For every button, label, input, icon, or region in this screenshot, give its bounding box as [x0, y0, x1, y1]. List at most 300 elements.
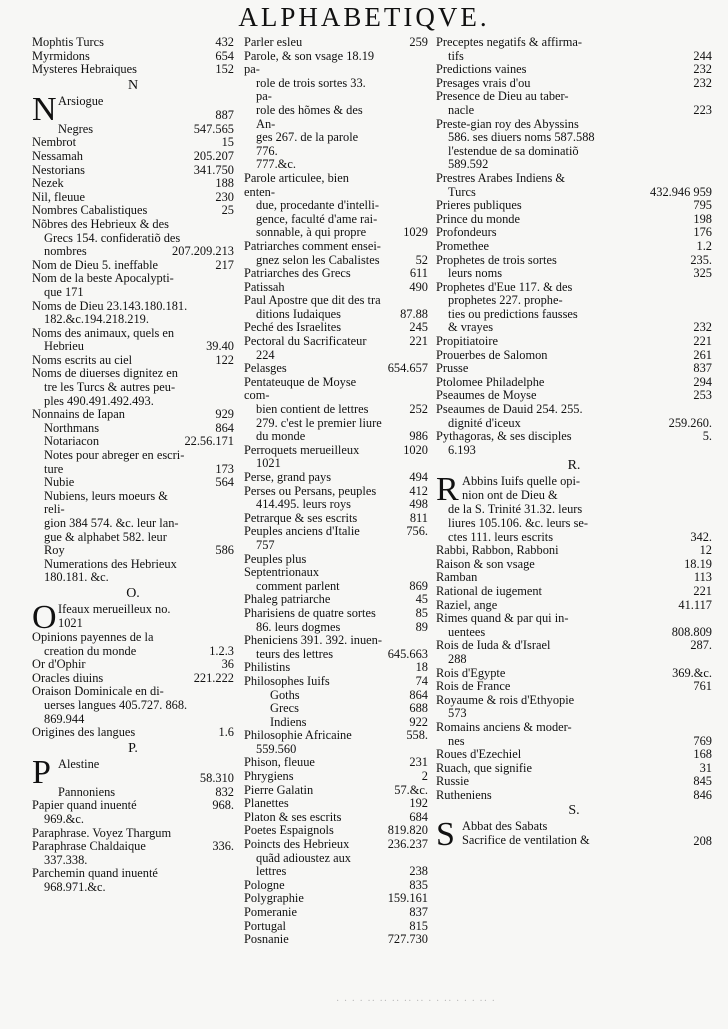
- entry-text: Pierre Galatin: [244, 782, 314, 797]
- index-entry: [32, 544, 234, 558]
- index-entry: [32, 827, 234, 841]
- index-entry: [436, 186, 712, 200]
- index-entry: [32, 164, 234, 178]
- entry-text: Northmans: [44, 420, 100, 435]
- page-ref: 922: [409, 714, 428, 729]
- entry-text: creation du monde: [44, 643, 137, 658]
- index-entry: [244, 36, 428, 50]
- index-entry: [244, 593, 428, 607]
- index-entry: [244, 403, 428, 417]
- index-entry: [32, 881, 234, 895]
- entry-text: Phaleg patriarche: [244, 592, 331, 607]
- index-entry: [244, 104, 428, 131]
- entry-text: Paul Apostre que dit des tra: [244, 293, 381, 308]
- index-entry: [32, 786, 234, 800]
- index-entry: [244, 267, 428, 281]
- page-ref: 929: [215, 407, 234, 422]
- entry-text: du monde: [256, 429, 306, 444]
- index-entry: [244, 852, 428, 879]
- index-entry: [436, 571, 712, 585]
- entry-text: Oraison Dominicale en di-: [32, 684, 164, 699]
- index-entry: [436, 775, 712, 789]
- entry-text: 1021: [256, 456, 281, 471]
- index-entry: [244, 294, 428, 308]
- section-letter: O.: [126, 585, 140, 601]
- entry-text: Or d'Ophir: [32, 657, 86, 672]
- page-ref: 761: [693, 679, 712, 694]
- index-entry: [244, 335, 428, 349]
- entry-text: sonnable, à qui propre: [256, 225, 367, 240]
- entry-text: Ptolomee Philadelphe: [436, 374, 545, 389]
- index-entry: [32, 136, 234, 150]
- index-entry: [244, 553, 428, 580]
- index-entry: [436, 294, 712, 308]
- entry-text: gue & alphabet 582. leur: [44, 529, 167, 544]
- page-ref: 986: [409, 429, 428, 444]
- entry-text: Pentateuque de Moyse com-: [244, 374, 357, 403]
- page-ref: 1020: [403, 442, 428, 457]
- index-entry: [32, 259, 234, 273]
- entry-text: ditions Iudaiques: [256, 306, 342, 321]
- entry-text: Hebrieu: [44, 339, 84, 354]
- index-entry: [244, 281, 428, 295]
- entry-text: Prophetes d'Eue 117. & des: [436, 279, 573, 294]
- page-ref: 207.209.213: [172, 244, 234, 259]
- page-ref: 25: [221, 203, 234, 218]
- entry-text: Origines des langues: [32, 725, 136, 740]
- index-entry: [244, 512, 428, 526]
- index-entry: [32, 490, 234, 517]
- index-entry: [436, 626, 712, 640]
- index-entry: [32, 395, 234, 409]
- entry-text: 279. c'est le premier liure: [256, 415, 382, 430]
- page-ref: 236.237: [387, 837, 428, 852]
- entry-text: Papier quand inuenté: [32, 798, 137, 813]
- index-entry: [32, 813, 234, 827]
- page-ref: 808.809: [671, 624, 712, 639]
- entry-text: Pseaumes de Moyse: [436, 388, 537, 403]
- entry-text: Profondeurs: [436, 225, 497, 240]
- entry-text: Paraphrase. Voyez Thargum: [32, 825, 172, 840]
- index-entry: [244, 362, 428, 376]
- index-entry: [32, 123, 234, 137]
- page-ref: 221.222: [193, 670, 234, 685]
- index-entry: [32, 840, 234, 854]
- index-entry: [244, 308, 428, 322]
- entry-text: ties ou predictions fausses: [448, 306, 578, 321]
- entry-text: 182.&c.194.218.219.: [44, 312, 149, 327]
- index-entry: [436, 417, 712, 431]
- entry-text: 414.495. leurs roys: [256, 497, 351, 512]
- entry-text: Parole, & son vsage 18.19 pa-: [244, 48, 375, 77]
- entry-text: Predictions vaines: [436, 62, 527, 77]
- entry-text: 337.338.: [44, 852, 88, 867]
- entry-text: Prophetes de trois sortes: [436, 252, 557, 267]
- page-ref: 198: [693, 211, 712, 226]
- index-entry: [244, 444, 428, 458]
- index-entry: [436, 158, 712, 172]
- index-entry: [436, 362, 712, 376]
- drop-capital: O: [32, 598, 57, 636]
- entry-text: Nubie: [44, 475, 75, 490]
- entry-text: 573: [448, 706, 467, 721]
- page-ref: 846: [693, 787, 712, 802]
- index-entry: [436, 721, 712, 735]
- entry-text: Grecs: [270, 701, 299, 716]
- index-entry: [436, 63, 712, 77]
- entry-text: Nezek: [32, 176, 64, 191]
- page-ref: 89: [415, 619, 428, 634]
- drop-capital: P: [32, 753, 51, 791]
- entry-text: Pomeranie: [244, 905, 297, 919]
- entry-text: 6.193: [448, 442, 476, 457]
- page-ref: 15: [221, 135, 234, 150]
- entry-text: role de trois sortes 33. pa-: [256, 75, 366, 104]
- entry-text: liures 105.106. &c. leurs se-: [448, 516, 589, 530]
- page-ref: 122: [215, 352, 234, 367]
- entry-text: Nõbres des Hebrieux & des: [32, 216, 169, 231]
- index-entry: [32, 381, 234, 395]
- page-ref: 412: [409, 483, 428, 498]
- index-entry: [436, 226, 712, 240]
- index-entry: [244, 376, 428, 403]
- index-entry: [436, 213, 712, 227]
- entry-text: Patissah: [244, 279, 285, 294]
- index-entry: [436, 585, 712, 599]
- index-entry: [244, 770, 428, 784]
- page-ref: 208: [693, 833, 712, 848]
- entry-text: Presages vrais d'ou: [436, 75, 531, 90]
- index-entry: [436, 50, 712, 64]
- index-entry: [244, 321, 428, 335]
- index-entry: [244, 580, 428, 594]
- page-ref: 31: [699, 760, 712, 775]
- index-entry: [244, 634, 428, 648]
- index-entry: [32, 658, 234, 672]
- page-ref: 235.: [690, 252, 712, 267]
- entry-text: Abbins Iuifs quelle opi-: [462, 474, 581, 489]
- page-ref: 564: [215, 475, 234, 490]
- page-ref: 558.: [406, 728, 428, 743]
- index-entry: [244, 240, 428, 254]
- index-entry: [32, 313, 234, 327]
- entry-text: Pharisiens de quatre sortes: [244, 605, 376, 620]
- page-ref: 325: [693, 266, 712, 281]
- entry-text: Patriarches des Grecs: [244, 266, 351, 281]
- entry-text: Rois d'Egypte: [436, 665, 506, 680]
- entry-text: & vrayes: [448, 320, 494, 335]
- entry-text: Ifeaux merueilleux no.: [58, 601, 171, 616]
- page-ref: 498: [409, 497, 428, 512]
- index-entry: [436, 667, 712, 681]
- index-entry: [32, 449, 234, 463]
- page-ref: 811: [409, 510, 428, 525]
- page-ref: 654: [215, 48, 234, 63]
- index-entry: [32, 245, 234, 259]
- index-entry: [32, 463, 234, 477]
- entry-text: Oracles diuins: [32, 670, 104, 685]
- index-entry: [244, 172, 428, 199]
- entry-text: Rational de iugement: [436, 583, 542, 598]
- page-ref: 887: [215, 108, 234, 123]
- page-ref: 259.260.: [668, 415, 712, 430]
- index-entry: [244, 838, 428, 852]
- index-entry: [436, 389, 712, 403]
- index-entry: [32, 367, 234, 381]
- entry-text: Roues d'Ezechiel: [436, 747, 522, 762]
- index-entry: [32, 36, 234, 50]
- index-entry: [32, 517, 234, 531]
- index-entry: [244, 661, 428, 675]
- index-column-1: [32, 36, 234, 894]
- index-entry: [244, 254, 428, 268]
- page-ref: 152: [215, 62, 234, 77]
- index-entry: [32, 232, 234, 246]
- index-entry: [244, 430, 428, 444]
- index-entry: [436, 707, 712, 721]
- index-entry: [244, 716, 428, 730]
- index-entry: [32, 645, 234, 659]
- page-title: ALPHABETIQVE.: [238, 2, 490, 32]
- index-entry: [32, 531, 234, 545]
- index-entry: [32, 150, 234, 164]
- section-letter: N: [127, 77, 139, 93]
- index-entry: [436, 639, 712, 653]
- entry-text: 589.592: [448, 157, 489, 172]
- index-entry: [244, 879, 428, 893]
- page-ref: 1.2.3: [209, 643, 234, 658]
- index-entry: [32, 340, 234, 354]
- index-column-3: [436, 35, 712, 854]
- entry-text: Poincts des Hebrieux: [244, 837, 350, 852]
- entry-text: 86. leurs dogmes: [256, 619, 341, 634]
- index-entry: [244, 471, 428, 485]
- entry-text: gnez selon les Cabalistes: [256, 252, 380, 267]
- entry-text: 777.&c.: [256, 157, 296, 172]
- page-ref: 18: [415, 660, 428, 675]
- index-entry: [436, 748, 712, 762]
- page-ref: 113: [693, 570, 712, 585]
- entry-text: Perse, grand pays: [244, 470, 332, 484]
- index-entry: [244, 158, 428, 172]
- page-ref: 432: [215, 35, 234, 49]
- index-entry: [244, 199, 428, 213]
- page-ref: 217: [215, 257, 234, 272]
- index-entry: [436, 762, 712, 776]
- entry-text: Turcs: [448, 184, 476, 199]
- index-column-2: [244, 36, 428, 947]
- entry-text: Rois de Iuda & d'Israel: [436, 638, 551, 653]
- entry-text: Nestorians: [32, 162, 85, 177]
- page-ref: 645.663: [387, 646, 428, 661]
- entry-text: Mophtis Turcs: [32, 35, 104, 49]
- entry-text: prophetes 227. prophe-: [448, 293, 563, 308]
- page-ref: 45: [415, 592, 428, 607]
- index-entry-dropcap: [32, 753, 234, 791]
- entry-text: Notariacon: [44, 434, 100, 449]
- page-ref: 837: [409, 905, 428, 919]
- entry-text: Pheniciens 391. 392. inuen-: [244, 633, 382, 648]
- index-entry: [32, 672, 234, 686]
- entry-text: Preste-gian roy des Abyssins: [436, 116, 579, 131]
- entry-text: Prouerbes de Salomon: [436, 347, 548, 362]
- entry-text: Noms de Dieu 23.143.180.181.: [32, 298, 188, 313]
- index-entry: [32, 63, 234, 77]
- index-entry: [436, 118, 712, 132]
- entry-text: Ramban: [436, 570, 478, 585]
- index-entry: [244, 892, 428, 906]
- entry-text: l'estendue de sa dominatiõ: [448, 143, 579, 158]
- index-entry-dropcap: [32, 598, 234, 636]
- index-entry: [244, 784, 428, 798]
- index-entry: [32, 685, 234, 699]
- entry-text: Prince du monde: [436, 211, 520, 226]
- section-letter: P.: [128, 740, 138, 756]
- entry-text: comment parlent: [256, 578, 340, 593]
- entry-text: Arsiogue: [58, 93, 104, 108]
- entry-text: Pannoniens: [58, 784, 116, 799]
- entry-text: Petrarque & ses escrits: [244, 510, 358, 525]
- index-entry: [244, 621, 428, 635]
- page-ref: 238: [409, 864, 428, 879]
- index-entry: [436, 789, 712, 803]
- entry-text: Grecs 154. confideratiõ des: [44, 230, 181, 245]
- page-ref: 684: [409, 809, 428, 824]
- page-ref: 294: [693, 374, 712, 389]
- entry-text: nacle: [448, 102, 475, 117]
- entry-text: Perroquets merueilleux: [244, 442, 360, 457]
- page-ref: 1.2: [696, 238, 712, 253]
- index-entry: [436, 90, 712, 104]
- index-entry: [32, 726, 234, 740]
- entry-text: quãd adioustez aux lettres: [256, 850, 351, 879]
- page-ref: 52: [415, 252, 428, 267]
- index-entry: [244, 648, 428, 662]
- entry-text: Royaume & rois d'Ethyopie: [436, 692, 575, 707]
- entry-text: 757: [256, 537, 275, 552]
- entry-text: Rabbi, Rabbon, Rabboni: [436, 543, 559, 558]
- index-entry: [436, 653, 712, 667]
- page-ref: 245: [409, 320, 428, 335]
- index-entry: [436, 349, 712, 363]
- index-entry: [32, 50, 234, 64]
- entry-text: Pologne: [244, 877, 285, 892]
- page-ref: 869: [409, 578, 428, 593]
- index-entry: [32, 558, 234, 572]
- entry-text: Noms de diuerses dignitez en: [32, 366, 178, 381]
- page-ref: 232: [693, 75, 712, 90]
- index-entry: [436, 36, 712, 50]
- entry-text: tre les Turcs & autres peu-: [44, 380, 176, 395]
- index-entry: [32, 408, 234, 422]
- entry-text: Preceptes negatifs & affirma-: [436, 35, 582, 49]
- entry-text: Parler esleu: [244, 35, 303, 49]
- page-ref: 87.88: [400, 306, 428, 321]
- entry-text: Notes pour abreger en escri-: [44, 448, 185, 463]
- index-entry: [436, 267, 712, 281]
- page-ref: 253: [693, 388, 712, 403]
- index-entry: [32, 204, 234, 218]
- index-entry: [244, 729, 428, 743]
- index-entry: [244, 498, 428, 512]
- entry-text: 968.971.&c.: [44, 879, 106, 894]
- page-ref: 815: [409, 918, 428, 933]
- page-ref: 192: [409, 796, 428, 811]
- page-ref: 795: [693, 198, 712, 213]
- index-entry: [244, 539, 428, 553]
- index-entry: [436, 376, 712, 390]
- index-entry: [436, 321, 712, 335]
- page-ref: 1.6: [218, 725, 234, 740]
- entry-text: Presence de Dieu au taber-: [436, 89, 569, 104]
- entry-text: leurs noms: [448, 266, 503, 281]
- entry-text: tifs: [448, 48, 464, 63]
- entry-text: Nessamah: [32, 148, 83, 163]
- index-entry: [32, 699, 234, 713]
- page-ref: 727.730: [387, 932, 428, 947]
- section-letter: S.: [568, 803, 580, 819]
- page-ref: 74: [415, 673, 428, 688]
- entry-text: Raziel, ange: [436, 597, 498, 612]
- entry-text: Noms escrits au ciel: [32, 352, 133, 367]
- entry-text: 180.181. &c.: [44, 570, 109, 585]
- index-entry: [244, 417, 428, 431]
- entry-text: Peuples anciens d'Italie: [244, 524, 360, 539]
- entry-text: Rois de France: [436, 679, 511, 694]
- entry-text: bien contient de lettres: [256, 402, 369, 417]
- page-ref: 232: [693, 320, 712, 335]
- index-entry: [32, 799, 234, 813]
- index-entry: [244, 213, 428, 227]
- page-ref: 968.: [212, 798, 234, 813]
- page-ref: 336.: [212, 839, 234, 854]
- index-entry: [244, 811, 428, 825]
- entry-text: Patriarches comment ensei-: [244, 238, 381, 253]
- entry-text: 586. ses diuers noms 587.588: [448, 130, 595, 145]
- page-ref: 39.40: [206, 339, 234, 354]
- entry-text: Pelasges: [244, 361, 287, 376]
- entry-text: 869.944: [44, 711, 85, 726]
- entry-text: Promethee: [436, 238, 489, 253]
- page-ref: 864: [215, 420, 234, 435]
- entry-text: Roy: [44, 543, 65, 558]
- entry-text: Nonnains de Iapan: [32, 407, 125, 422]
- entry-text: Polygraphie: [244, 891, 304, 906]
- entry-text: Peuples plus Septentrionaux: [244, 551, 320, 580]
- entry-text: Prusse: [436, 361, 469, 376]
- index-entry: [244, 607, 428, 621]
- page-ref: 341.750: [193, 162, 234, 177]
- page-ref: 85: [415, 605, 428, 620]
- page-ref: 490: [409, 279, 428, 294]
- index-entry: [32, 713, 234, 727]
- page-ref: 756.: [406, 524, 428, 539]
- page-ref: 223: [693, 102, 712, 117]
- page-ref: 769: [693, 733, 712, 748]
- entry-text: Propitiatoire: [436, 334, 498, 349]
- page-ref: 845: [693, 774, 712, 789]
- page-ref: 221: [409, 334, 428, 349]
- entry-text-continued: 1021: [58, 615, 83, 630]
- index-entry: [436, 199, 712, 213]
- page-ref: 547.565: [193, 121, 234, 136]
- page-ref: 586: [215, 543, 234, 558]
- entry-text: Prieres publiques: [436, 198, 522, 213]
- page-ref: 232: [693, 62, 712, 77]
- page-ref: 832: [215, 784, 234, 799]
- index-entry: [436, 131, 712, 145]
- entry-text: Portugal: [244, 918, 286, 933]
